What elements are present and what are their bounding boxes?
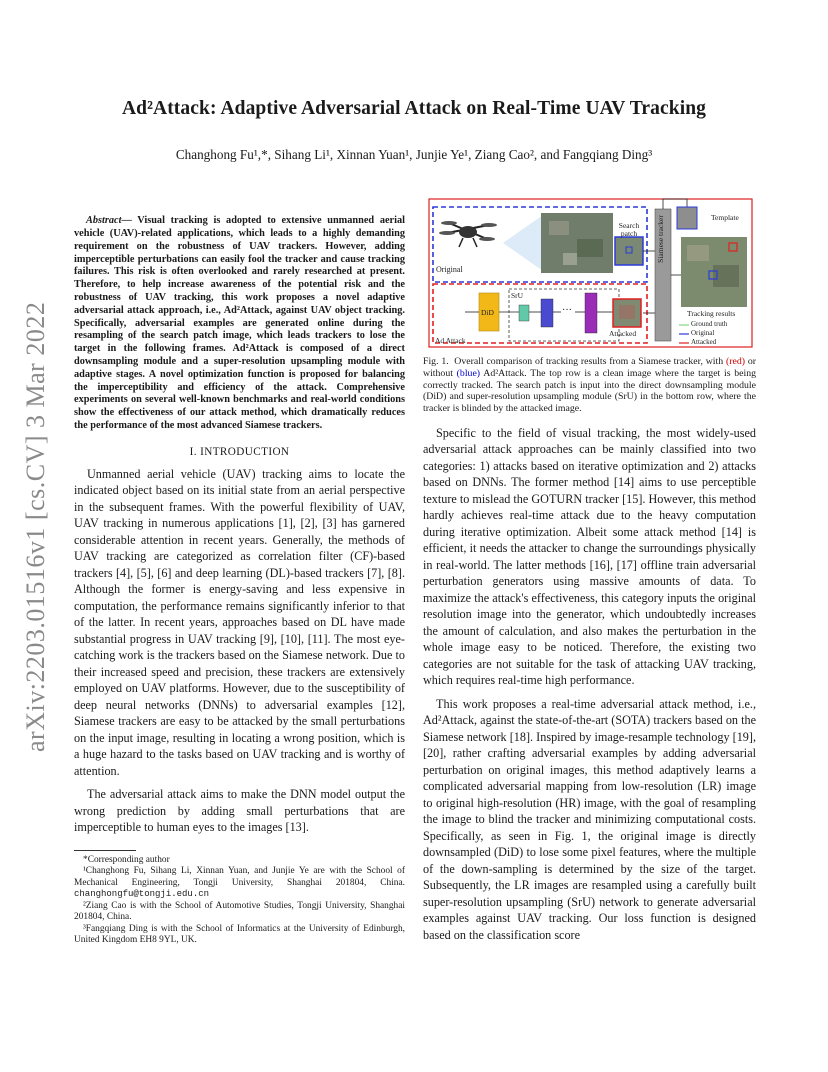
label-search-patch: Search patch <box>618 221 640 238</box>
label-attacked-patch: Attacked <box>609 329 637 338</box>
label-siamese-tracker: Siamese tracker <box>656 215 665 263</box>
legend-ground-truth: Ground truth <box>691 320 728 328</box>
template-image <box>677 207 697 229</box>
label-tracking-results: Tracking results <box>687 309 736 318</box>
search-patch-image <box>615 237 643 265</box>
right-paragraph-2: This work proposes a real-time adversarial attack method, i.e., Ad²Attack, against the state-of-the-art (SOTA) trackers based on the Siamese network [18]. Inspired by image-resample technology [19], [20], rather crafting adversarial examples by adding adversarial perturbation on original images, this method adaptively learns a complicated adversarial mapping from low-resolution (LR) image to original high-resolution (HR) image, with the goal of resampling the image to blind the tracker and minimizing computational costs. Specifically, as seen in Fig. 1, the original image is directly downsampled (DiD) to lose some pixel features, where the multiple of the down-sampling is determined by the size of the target. Subsequently, the LR images are resampled using a carefully built super-resolution upsampling (SrU) network to generate adversarial examples against UAV tracking. Our loss function is designed based on the classification score <box>423 696 756 942</box>
label-sru: SrU <box>511 291 524 300</box>
figure-1-caption <box>423 356 756 415</box>
label-adattack: Ad Attack <box>435 336 466 345</box>
figure-1 <box>423 195 756 352</box>
caption-red: (red) <box>725 356 746 367</box>
intro-paragraph-1: Unmanned aerial vehicle (UAV) tracking aims to locate the indicated object based on its initial state from an aerial perspective in the subsequent frames. With the powerful flexibility of UAV, UAV tracking in numerous applications [1], [2], [3] has garnered considerable attention in recent years. Generally, the methods of UAV tracking are categorized as correlation filter (CF)-based trackers [4], [5], [6] and deep learning (DL)-based trackers [7], [8]. Although the former is energy-saving and less expensive in computation, the performance remains significantly inferior to that of the latter. In recent years, approaches based on DL have made substantial progress in UAV tracking [9], [10], [11]. The most eye-catching work is the trackers based on the Siamese network. Due to their increased speed and precision, these trackers are extensively employed on UAV platforms. However, due to the susceptibility of deep neural networks (DNNs) to adversarial examples [12], Siamese trackers are easy to be attacked by the small perturbations on the input image, resulting in locating a wrong position, which is a huge hazard to the tasks based on UAV tracking and is worthy of attention. <box>74 466 405 778</box>
label-original: Original <box>436 265 463 274</box>
paper-title: Ad²Attack: Adaptive Adversarial Attack on Real-Time UAV Tracking <box>121 98 707 119</box>
label-did: DiD <box>481 308 494 317</box>
left-column <box>74 205 405 947</box>
camera-view-cone <box>503 215 543 271</box>
intro-paragraph-2: The adversarial attack aims to make the DNN model output the wrong prediction by adding small perturbations that are imperceptible to human eyes to the images [13]. <box>74 787 405 835</box>
abstract <box>74 215 405 433</box>
sru-block <box>519 305 529 321</box>
conv-block-blue <box>541 299 553 327</box>
label-dots: ··· <box>562 305 572 316</box>
legend-attacked: Attacked <box>691 338 717 346</box>
right-paragraph-1: Specific to the field of visual tracking, the most widely-used adversarial attack approaches can be mainly classified into two categories: 1) attacks based on iterative optimization and 2) attacks based on DNNs. The former method [14] aims to use perceptible texture to mislead the GOTURN tracker [15]. However, this method hardly achieves real-time attack due to the heavy computation during iterative optimization. Albeit some attack method [14] is efficient, it needs the attacker to change the surroundings physically in real-world. The latter methods [16], [17] offline train adversarial perturbation generators using massive amounts of data. To maximize the attack's effectiveness, this category inputs the original resolution image into the generator, which undoubtedly increases the amount of calculation, and also makes the perturbation in the whole image easy to be noticed. Therefore, the existing two categories are not suitable for the task of attacking UAV tracking, which requires real-time high performance. <box>423 425 756 688</box>
caption-part-b: or without <box>423 356 756 379</box>
section-heading-introduction: I. INTRODUCTION <box>189 445 290 458</box>
footnote-divider <box>74 850 136 851</box>
footnote-2: ²Ziang Cao is with the School of Automotive Studies, Tongji University, Shanghai 201804, China. <box>74 900 405 923</box>
arxiv-stamp: arXiv:2203.01516v1 [cs.CV] 3 Mar 2022 <box>21 301 50 752</box>
right-column <box>423 195 756 943</box>
author-list: Changhong Fu¹,*, Sihang Li¹, Xinnan Yuan¹, Junjie Ye¹, Ziang Cao², and Fangqiang Ding³ <box>175 147 653 162</box>
footnote-1-text: ¹Changhong Fu, Sihang Li, Xinnan Yuan, and Junjie Ye are with the School of Mechanical Engineering, Tongji University, Shanghai 201804, China. <box>74 866 405 888</box>
drone-icon <box>439 221 497 247</box>
legend-original: Original <box>691 329 715 337</box>
footnote-3: ³Fangqiang Ding is with the School of Informatics at the University of Edinburgh, United Kingdom EH8 9YL, UK. <box>74 923 405 946</box>
footnote-1 <box>74 866 405 901</box>
label-template: Template <box>711 213 739 222</box>
caption-part-a: Overall comparison of tracking results from a Siamese tracker, with <box>454 356 724 367</box>
abstract-text: — Visual tracking is adopted to extensive unmanned aerial vehicle (UAV)-related applications, which leads to a highly demanding requirement on the robustness of UAV trackers. However, adding imperceptible perturbations can easily fool the tracker and cause tracking failures. This risk is often overlooked and rarely researched at present. Therefore, to help increase awareness of the potential risk and the robustness of UAV tracking, this work proposes a novel adaptive adversarial attack approach, i.e., Ad²Attack, against UAV object tracking. Specifically, adversarial examples are generated online during the resampling of the search patch image, which leads trackers to lose the target in the following frames. Ad²Attack is composed of a direct downsampling module and a super-resolution upsampling module with adaptive stages. A novel optimization function is proposed for balancing the imperceptibility and efficiency of the attack. Comprehensive experiments on several well-known benchmarks and real-world conditions show the effectiveness of our attack method, which dramatically reduces the performance of the most advanced Siamese trackers. <box>74 215 405 432</box>
caption-blue: (blue) <box>456 367 481 379</box>
conv-block-purple <box>585 293 597 333</box>
caption-prefix: Fig. 1. <box>423 356 449 367</box>
footnote-corresponding: *Corresponding author <box>83 854 170 865</box>
caption-part-c: Ad²Attack. The top row is a clean image where the target is being correctly tracked. The search patch is input into the direct downsampling module (DiD) and super-resolution upsampling module (SrU) in the bottom row, where the tracker is blinded by the attacked image. <box>423 367 757 415</box>
abstract-label: Abstract <box>86 215 122 227</box>
footnote-email: changhongfu@tongji.edu.cn <box>74 889 210 900</box>
